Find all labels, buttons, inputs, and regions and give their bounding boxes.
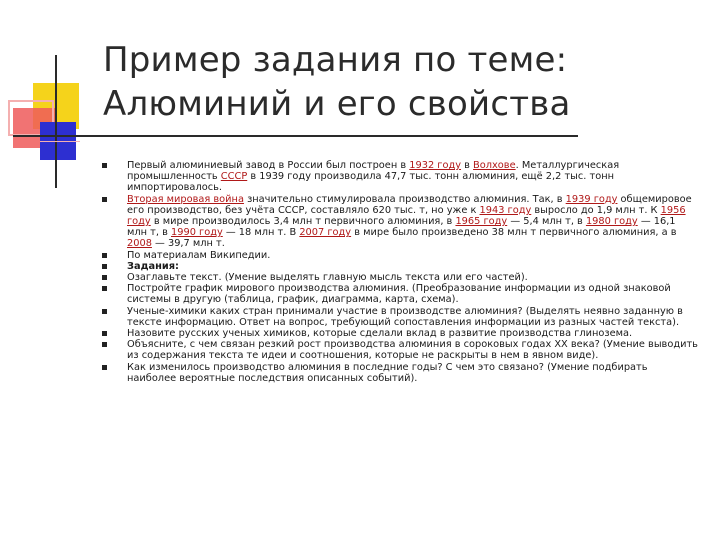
link-2007[interactable]: 2007 году	[299, 227, 352, 239]
text: — 5,4 млн т, в	[507, 216, 586, 228]
link-1990[interactable]: 1990 году	[171, 227, 223, 239]
bullet-icon	[102, 197, 107, 202]
link-volkhov[interactable]: Волхове	[473, 160, 516, 171]
task-text: Как изменилось производство алюминия в последние годы? С чем это связано? (Умение подбирать наиболее вероятные последствия описанных событий).	[127, 361, 648, 384]
task-text: Объясните, с чем связан резкий рост производства алюминия в сороковых годах XX века? (Умение выводить из содержания текста те идеи и соотношения, которые не раскрыты в нем в явном виде).	[127, 339, 698, 362]
text: — 18 млн т. В	[222, 227, 300, 239]
bullet-icon	[102, 331, 107, 336]
link-1939[interactable]: 1939 году	[565, 193, 618, 205]
text: — 16,1 млн т, в	[127, 216, 676, 239]
link-1943[interactable]: 1943 году	[479, 204, 532, 216]
list-item	[100, 362, 698, 384]
list-item	[100, 272, 698, 283]
text: Первый алюминиевый завод в России был построен в	[127, 160, 410, 171]
bullet-icon	[102, 264, 107, 269]
text: в мире производилось 3,4 млн т первичного алюминия, в	[150, 216, 456, 228]
bullet-icon	[102, 286, 107, 291]
slide-title-line-1: Пример задания по теме:	[103, 40, 568, 80]
bullet-icon	[102, 253, 107, 258]
text: в мире было произведено 38 млн т первичного алюминия, а в	[351, 227, 677, 239]
list-item	[100, 283, 698, 305]
bullet-icon	[102, 365, 107, 370]
list-item	[100, 194, 698, 250]
list-item	[100, 306, 698, 328]
bullet-icon	[102, 309, 107, 314]
text: в 1939 году производила 47,7 тыс. тонн алюминия, ещё 2,2 тыс. тонн импортировалось.	[127, 171, 615, 194]
text: в	[461, 160, 474, 171]
slide-title-line-2: Алюминий и его свойства	[103, 84, 571, 124]
task-text: Ученые-химики каких стран принимали участие в производстве алюминия? (Выделять неявно заданную в тексте информацию. Ответ на вопрос, требующий сопоставления информации из разных частей текста).	[127, 305, 683, 328]
task-text: Постройте график мирового производства алюминия. (Преобразование информации из одной знаковой системы в другую (таблица, график, диаграмма, карта, схема).	[127, 283, 671, 306]
link-1980[interactable]: 1980 году	[585, 216, 638, 228]
list-item	[100, 328, 698, 339]
text: выросло до 1,9 млн т. К	[531, 204, 661, 216]
link-2008[interactable]: 2008	[127, 238, 152, 250]
text: . Металлургическая промышленность	[127, 160, 620, 183]
link-1932[interactable]: 1932 году	[409, 160, 462, 171]
task-text: Озаглавьте текст. (Умение выделять главную мысль текста или его частей).	[127, 272, 528, 284]
bullet-icon	[102, 163, 107, 168]
link-ussr[interactable]: СССР	[220, 171, 248, 183]
decor-horizontal-line	[13, 135, 578, 137]
link-ww2[interactable]: Вторая мировая война	[127, 193, 244, 205]
decor-vertical-line	[55, 55, 57, 188]
bullet-icon	[102, 342, 107, 347]
bullet-icon	[102, 275, 107, 280]
source-note: По материалам Википедии.	[127, 249, 271, 261]
link-1956[interactable]: 1956 году	[127, 204, 686, 228]
text: значительно стимулировала производство алюминия. Так, в	[243, 193, 566, 205]
list-item	[100, 160, 698, 194]
text: общемировое его производство, без учёта СССР, составляло 620 тыс. т, но уже к	[127, 193, 692, 216]
list-item	[100, 339, 698, 361]
tasks-heading: Задания:	[127, 260, 179, 272]
list-item	[100, 250, 698, 261]
task-text: Назовите русских ученых химиков, которые сделали вклад в развитие производства глинозема.	[127, 328, 633, 340]
link-1965[interactable]: 1965 году	[455, 216, 508, 228]
bullet-list	[100, 160, 698, 384]
slide-title	[103, 38, 703, 126]
decor-pink-line	[40, 141, 80, 142]
slide-content	[100, 160, 698, 384]
list-item	[100, 261, 698, 272]
text: — 39,7 млн т.	[151, 238, 225, 250]
